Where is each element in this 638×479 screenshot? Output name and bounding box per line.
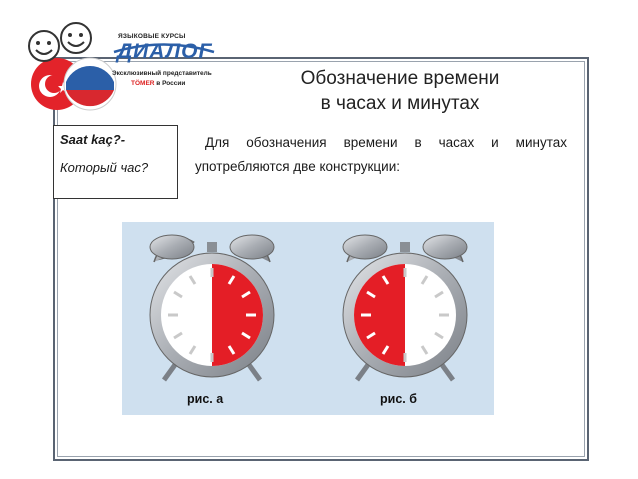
clocks-illustration (122, 222, 494, 415)
logo-tomer: TÖMER (131, 80, 155, 87)
title-line1: Обозначение времени (300, 68, 500, 89)
logo-sub2 (131, 80, 185, 87)
caption-a: рис. а (187, 392, 224, 406)
phrase-box (53, 125, 178, 199)
clock-b (343, 235, 467, 380)
phrase-question: Saat kaç?- (60, 132, 126, 147)
clock-a (150, 235, 274, 380)
phrase-translation: Который час? (60, 160, 149, 175)
logo-sub2-suffix: в России (154, 80, 186, 87)
body-text: Для обозначения времени в часах и минутах употребляются две конструкции: (195, 135, 567, 174)
title-line2: в часах и минутах (320, 93, 480, 114)
clocks-figure (122, 222, 494, 415)
logo-sub1: Эксклюзивный представитель (112, 70, 212, 77)
caption-b: рис. б (380, 392, 417, 406)
logo-name: ДИАЛОГ (117, 40, 213, 63)
slide-title (245, 66, 555, 116)
logo-tagline: ЯЗЫКОВЫЕ КУРСЫ (118, 33, 186, 40)
